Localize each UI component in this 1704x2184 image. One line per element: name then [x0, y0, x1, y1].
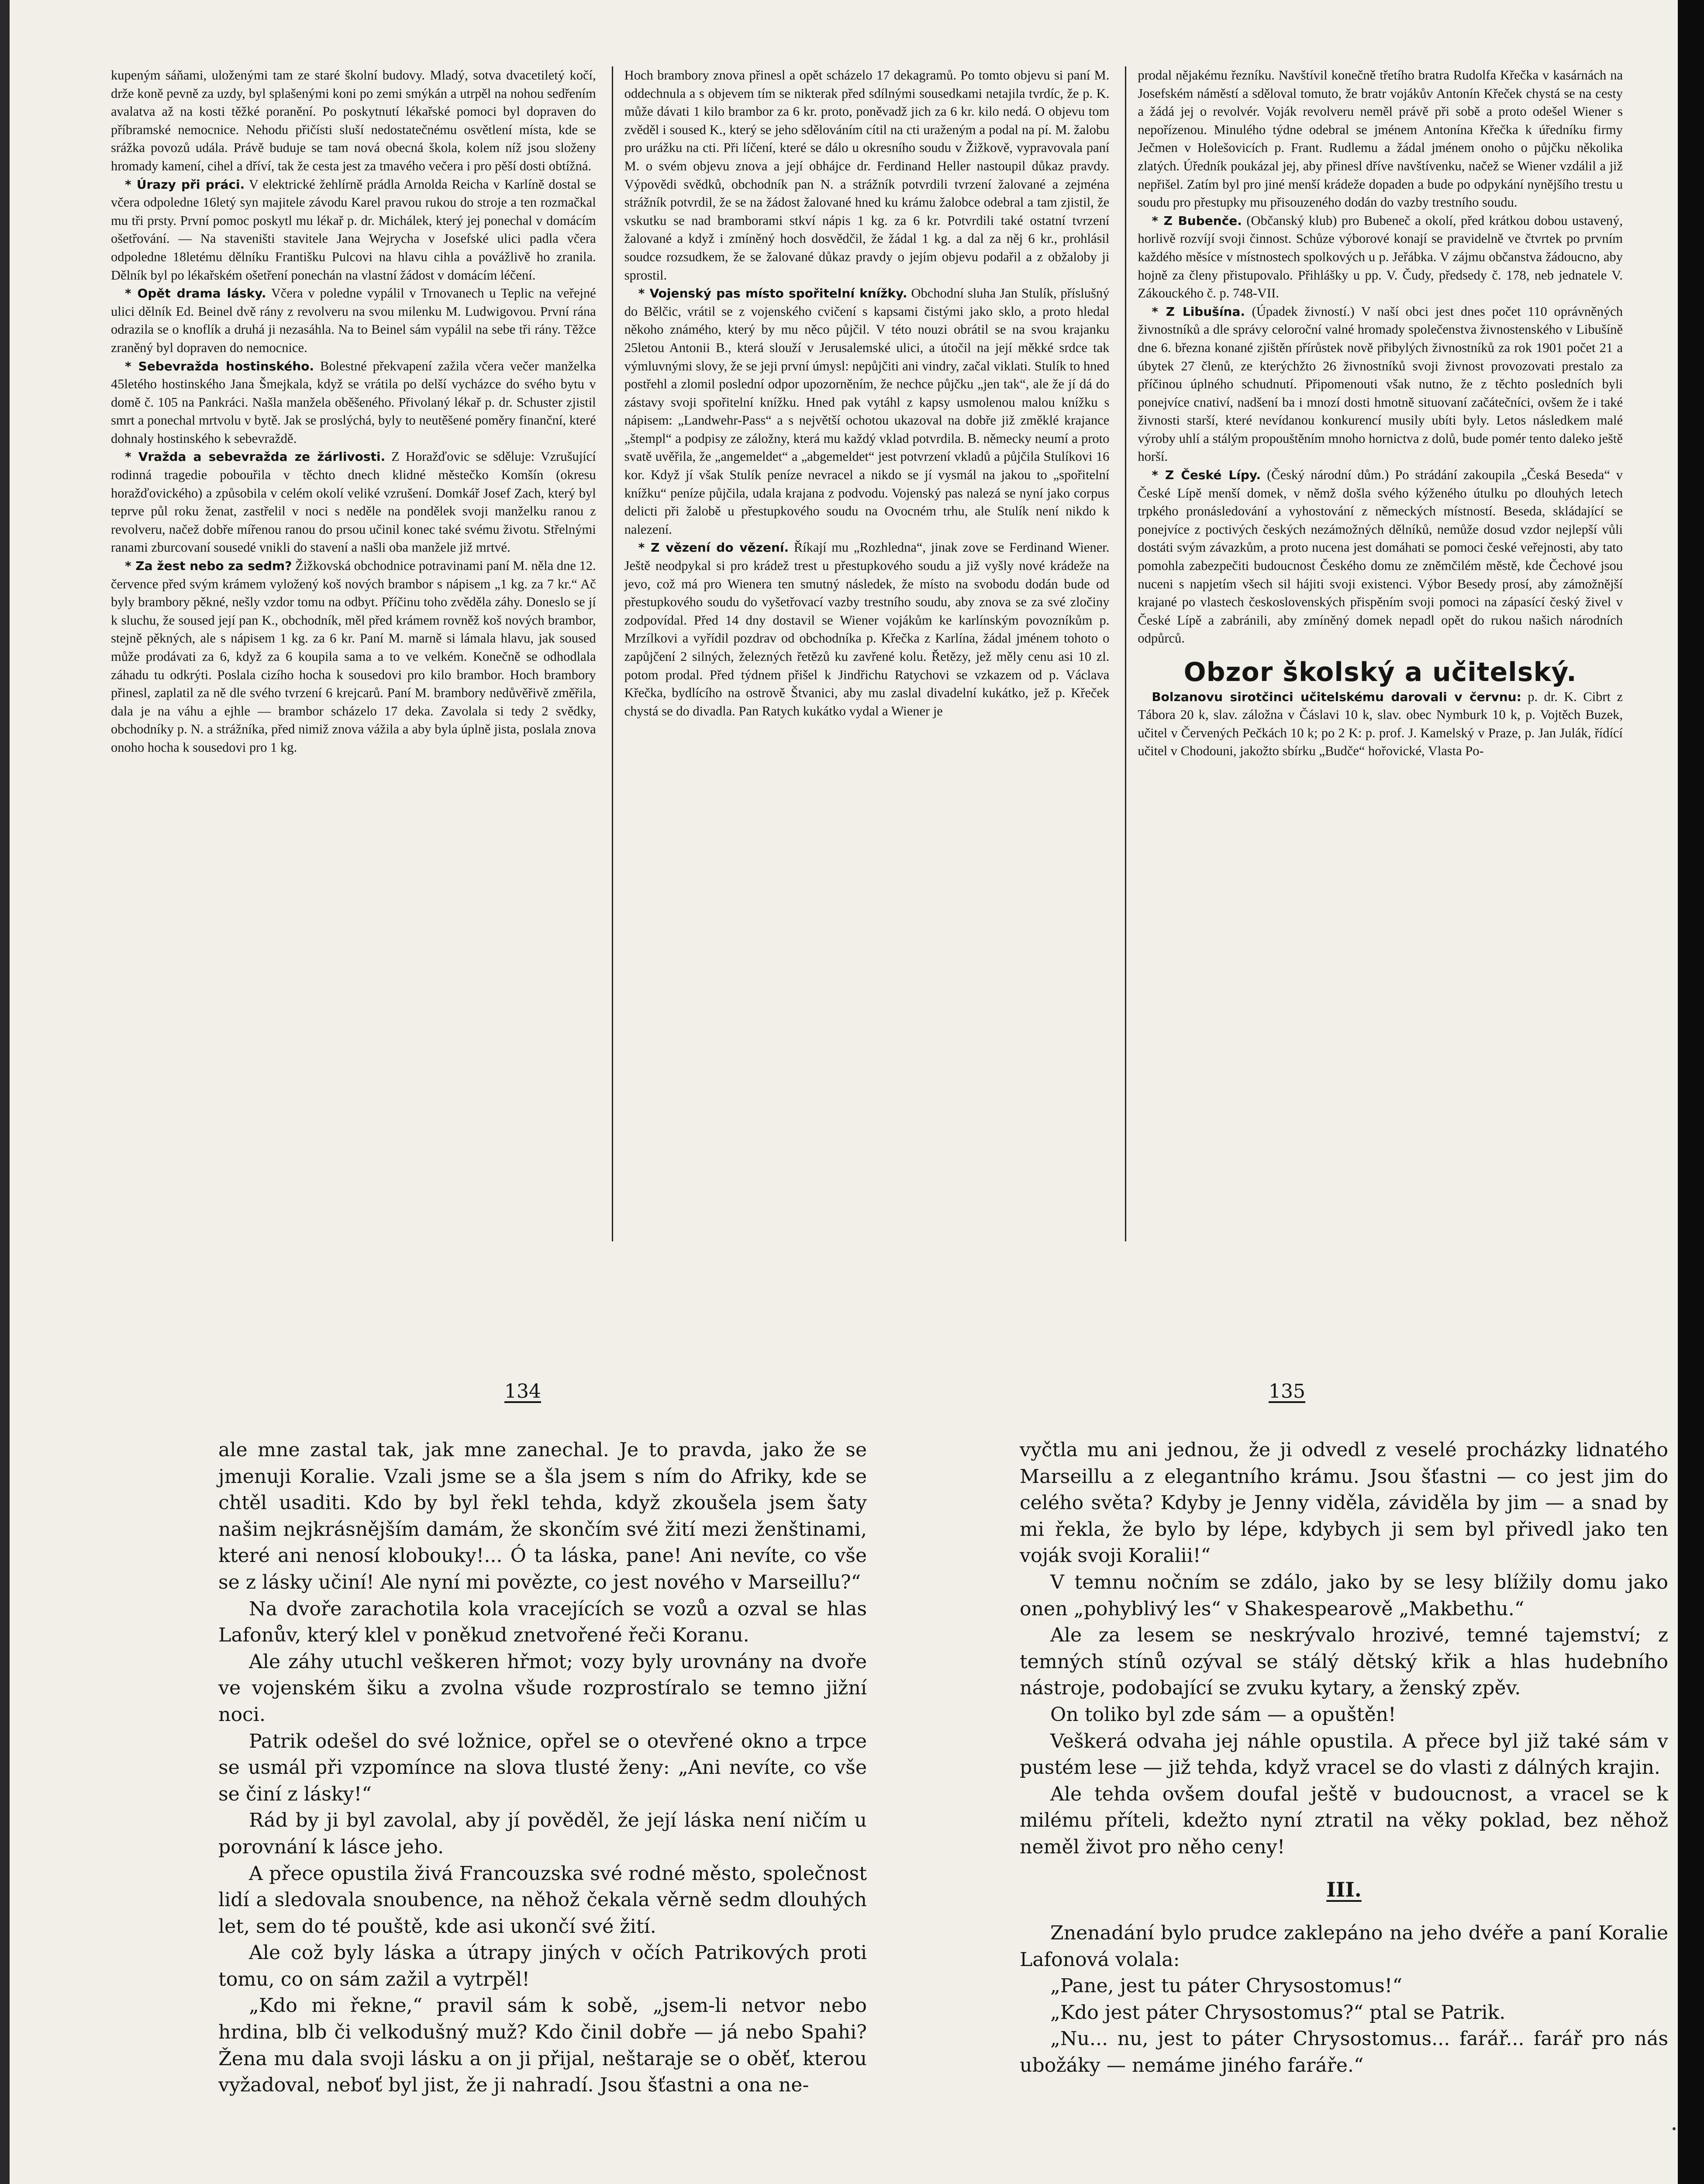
news-item-text: (Občanský klub) pro Bubeneč a okolí, před krátkou dobou ustavený, horlivě rozvíjí svoji činnost. Schůze výborové konají se pravidelně ve čtvrtek po prvním každého měsíce v místnostech spolkových u p. Jeřábka. V zájmu občanstva žádoucno, aby hojně za členy přistupovalo. Přihlášky u pp. V. Čudy, předsedy č. 178, neb jednatele V. Zákouckého č. p. 748-VII.	[1138, 213, 1623, 301]
news-item	[111, 284, 596, 357]
book-right-text-1	[1020, 1437, 1668, 1861]
news-item-lead: * Za žest nebo za sedm?	[125, 559, 292, 574]
book-paragraph: „Nu... nu, jest to páter Chrysostomus... farář... farář pro nás ubožáky — nemáme jiného faráře.“	[1020, 2028, 1668, 2077]
news-item-text: p. dr. K. Cibrt z Tábora 20 k, slav. záložna v Čáslavi 10 k, slav. obec Nymburk 10 k, p. Vojtěch Buzek, učitel v Červených Pečkách 10 k; po 2 K: p. prof. J. Kamelský v Praze, p. Jan Julák, řídící učitel v Chodouni, jakožto sbírku „Budče“ hořovické, Vlasta Po-	[1138, 689, 1623, 759]
book-paragraph: Ale záhy utuchl veškeren hřmot; vozy byly urovnány na dvoře ve vojenském šiku a zvolna všude rozprostíralo se temno jižní noci.	[218, 1650, 867, 1726]
scan-right-edge	[1678, 0, 1704, 2184]
book-paragraph: Znenadání bylo prudce zaklepáno na jeho dvéře a paní Koralie Lafonová volala:	[1020, 1922, 1668, 1971]
book-paragraph: „Pane, jest tu páter Chrysostomus!“	[1050, 1975, 1403, 1997]
news-item	[624, 66, 1110, 284]
news-item-text: Žižkovská obchodnice potravinami paní M. něla dne 12. července před svým krámem vyložený koš nových brambor s nápisem „1 kg. za 7 kr.“ Ač byly brambory pěkné, nešly vzdor tomu na odbyt. Příčinu toho zvěděla záhy. Doneslo se jí k sluchu, že soused její pan K., obchodník, měl před krámem rovněž koš nových brambor, stejně pěkných, ale s nápisem 1 kg. za 6 kr. Paní M. marně si lámala hlavu, jak soused může prodávati za 6, když za 6 koupila sama a to ve velkém. Konečně se odhodlala záhadu tu odkrýti. Poslala cizího hocha k sousedovi pro kilo brambor. Hoch brambory přinesl, zaplatil za ně dle svého tvrzení 6 krejcarů. Paní M. brambory nedůvěřivě změřila, dala je na váhu a ejhle — brambor scházelo 17 deka. Zavolala si tedy 2 svědky, obchodníky p. N. a strážníka, před nimiž znova vážila a aby byla úplně jista, poslala znova onoho hocha k sousedovi pro 1 kg.	[111, 558, 596, 755]
news-item-text: (Český národní dům.) Po strádání zakoupila „Česká Beseda“ v České Lípě menší domek, v němž došla svého kýženého útulku po dlouhých letech trpkého pronásledování a vyhostování z německých místností. Beseda, skládající se ponejvíce z poctivých českých nezámožných dělníků, nemůže dosud vzdor nejlepší vůli dostáti svým závazkům, a proto nucena jest domáhati se pomoci české veřejnosti, aby tato pomohla zabezpečiti budoucnost Českého domu ze zněmčilém městě, kde Čechové jsou nuceni s napjetím všech sil hájiti svoji existenci. Výbor Besedy prosí, aby zámožnější krajané po vlastech československých přispěním svoji pomoci na zápasící český živel v České Lípě a zabránili, aby zmíněný domek nepadl opět do rukou našich národních odpůrců.	[1138, 467, 1623, 646]
book-page-right	[1020, 1437, 1668, 2079]
news-item-lead: * Z vězení do vězení.	[638, 540, 789, 555]
book-right-text-2	[1020, 1920, 1668, 2079]
news-item-lead: * Úrazy při práci.	[125, 177, 245, 192]
scan-speck	[1673, 2127, 1676, 2130]
scan-left-edge	[0, 0, 10, 2184]
news-item-text: V elektrické žehlírně prádla Arnolda Reicha v Karlíně dostal se včera odpoledne 16letý syn majitele závodu Karel pravou rukou do stroje a ten rozmačkal mu tři prsty. První pomoc poskytl mu lékař p. dr. Michálek, který jej ponechal v domácím ošetřování. — Na staveništi stavitele Jana Wejrycha v Josefské ulici padla včera odpoledne 18letému dělníku Františku Pulcovi na hlavu cihla a povážlivě ho zranila. Dělník byl po lékařském ošetření ponechán na vlastní žádost v domácím léčení.	[111, 176, 596, 283]
news-item	[111, 357, 596, 448]
news-item-lead: * Sebevražda hostinského.	[125, 359, 314, 373]
news-item-text: Z Horažďovic se sděluje: Vzrušující rodinná tragedie pobouřila v těchto dnech klidné městečko Komšín (okresu horažďovického) a způsobila v celém okolí veliké vzrušení. Domkář Josef Zach, který byl teprve půl roku ženat, zastřelil v noci s neděle na pondělek svoji manželku ranou z revolveru, načež dobře mířenou ranou do prsou učinil konec také svému životu. Střelnými ranami zburcovaní sousedé vnikli do stavení a našli oba manžele již mrtvé.	[111, 449, 596, 555]
newspaper-column-3	[1125, 66, 1629, 1241]
newspaper-clipping	[105, 66, 1629, 1241]
book-paragraph: A přece opustila živá Francouzska své rodné město, společnost lidí a sledovala snoubence, na něhož čekala věrně sedm dlouhých let, sem do té pouště, kde asi ukončí své žití.	[218, 1862, 867, 1938]
book-paragraph: „Kdo jest páter Chrysostomus?“ ptal se Patrik.	[1050, 2001, 1506, 2024]
news-item	[111, 66, 596, 176]
book-paragraph: „Kdo mi řekne,“ pravil sám k sobě, „jsem-li netvor nebo hrdina, blb či velkodušný muž? Kdo činil dobře — já nebo Spahi? Žena mu dala svoji lásku a on ji přijal, neštaraje se o oběť, kterou vyžadoval, neboť byl jist, že ji nahradí. Jsou šťastni a ona ne-	[218, 1994, 867, 2097]
book-paragraph: vyčtla mu ani jednou, že ji odvedl z veselé procházky lidnatého Marseillu a z elegantního krámu. Jsou šťastni — co jest jim do celého světa? Kdyby je Jenny viděla, záviděla by jim — a snad by mi řekla, že bylo by lépe, kdybych ji sem byl přivedl jako ten voják svoji Koralii!“	[1020, 1439, 1668, 1567]
news-item	[624, 284, 1110, 539]
book-paragraph: Ale což byly láska a útrapy jiných v očích Patrikových proti tomu, co on sám zažil a vytrpěl!	[218, 1942, 867, 1990]
news-item	[111, 448, 596, 557]
news-item-text: Hoch brambory znova přinesl a opět scházelo 17 dekagramů. Po tomto objevu si paní M. oddechnula a s objevem tím se nikterak před sdílnými sousedkami netajila tvrdíc, že p. K. může dávati 1 kilo brambor za 6 kr. proto, poněvadž jich za 6 kr. kilo nedá. O objevu tom zvěděl i soused K., který se jeho sdělováním cítil na cti uraženým a podal na pí. M. žalobu pro urážku na cti. Při líčení, které se dálo u okresního soudu v Žižkově, vypravovala paní M. o svém objevu znova a její obhájce dr. Ferdinand Heller nastoupil důkaz pravdy. Výpovědi svědků, obchodník pan N. a strážník potvrdili tvrzení žalované a zejména strážník potvrdil, že se na žádost žalované hned ku krámu žalobce odebral a tam zjistil, že vskutku se nad bramborami stkví nápis 1 kg. za 6 kr. Potvrdili také ostatní tvrzení žalované a když i zmíněný hoch dosvědčil, že žádal 1 kg. a dal za něj 6 kr., prohlásil soudce rozsudkem, že se žalované důkaz pravdy o jejím objevu podařil a z obžaloby ji sprostil.	[624, 68, 1110, 283]
news-item	[624, 539, 1110, 720]
news-item-lead: * Z Libušína.	[1152, 304, 1245, 319]
news-item-text: Bolestné překvapení zažila včera večer manželka 45letého hostinského Jana Šmejkala, když se vrátila po delší vycházce do svého bytu v domě č. 105 na Pankráci. Našla manžela oběšeného. Přivolaný lékař p. dr. Schuster zjistil smrt a ponechal mrtvolu v bytě. Jak se proslýchá, byly to neutěšené poměry finanční, které dohnaly hostinského k sebevraždě.	[111, 358, 596, 446]
news-item-text: kupeným sáňami, uloženými tam ze staré školní budovy. Mladý, sotva dvacetiletý kočí, drže koně pevně za uzdy, byl splašenými koni po zemi smýkán a utrpěl na nohou sedřením avalatva až na kosti těžké poranění. Po poskytnutí lékařské pomoci byl dopraven do příbramské nemocnice. Nehodu přičísti sluší nedostatečnému osvětlení místa, kde se srážka povozů udála. Právě buduje se tam nová obecná škola, kolem níž jsou složeny hromady kamení, cihel a dříví, tak že cesta jest za tmavého večera i pro pěší dosti obtížná.	[111, 68, 596, 173]
book-paragraph: On toliko byl zde sám — a opuštěn!	[1050, 1703, 1396, 1726]
news-item-text: (Úpadek živností.) V naší obci jest dnes počet 110 oprávněných živnostníků a dle správy celoroční valné hromady společenstva živnostenského v Libušíně dne 6. března konané zjištěn přírůstek nově přibylých živnostníků za rok 1901 počet 21 a úbytek 27 členů, ze kterýchžto 26 živnostníků svoji živnost provozovati prestalo za příčinou úplného schudnutí. Připomenouti však nutno, že z těchto posledních byli ponejvíce cnativí, nadšení ba i mnozí dosti hmotně situovaní začátečníci, ovšem že i také živnosti starší, které nevídanou konkurencí musily ubíti byly. Letos následkem malé výroby uhlí a stálým propouštěním mnoho hornictva z dolů, bude pomér tento daleko ještě horší.	[1138, 304, 1623, 464]
news-item	[1138, 303, 1623, 466]
news-item	[111, 176, 596, 285]
news-item-lead: * Z Bubenče.	[1152, 213, 1242, 228]
news-item-text: prodal nějakému řezníku. Navštívil konečně třetího bratra Rudolfa Křečka v kasárnách na Josefském náměstí a sděloval tomuto, že bratr vojákův Antonín Křeček chystá se na cesty a žádá jej o revolvér. Voják revolveru neměl právě při sobě a proto odešel Wiener s nepořízenou. Minulého týdne odebral se jménem Antonína Křečka k úředníku firmy Ječmen v Holešovicích p. Frant. Rudlemu a žádal jménem onoho o půjčku několika zlatých. Úředník poukázal jej, aby přinesl dříve navštívenku, načež se Wiener vzdálil a již nepřišel. Zatím byl pro jiné menší krádeže dopaden a bude po odpykání nynějšího trestu u soudu pro přestupky mu přisouzeného dodán do vazby trestního soudu.	[1138, 68, 1623, 210]
book-paragraph: Ale tehda ovšem doufal ještě v budoucnost, a vracel se k milému příteli, kdežto nyní ztratil na věky poklad, bez něhož neměl život pro něho ceny!	[1020, 1783, 1668, 1858]
news-item-lead: * Opět drama lásky.	[125, 286, 266, 301]
news-item-lead: Bolzanovu sirotčinci učitelskému darovali v červnu:	[1152, 689, 1521, 704]
news-item-lead: * Z České Lípy.	[1152, 468, 1261, 483]
section-heading: Obzor školský a učitelský.	[1183, 657, 1577, 688]
book-paragraph: Na dvoře zarachotila kola vracejících se vozů a ozval se hlas Lafonův, který klel v poněkud znetvořené řeči Koranu.	[218, 1597, 867, 1647]
book-paragraph: Rád by ji byl zavolal, aby jí pověděl, že její láska není ničím u porovnání k lásce jeho.	[218, 1809, 867, 1858]
book-page-left	[218, 1437, 867, 2099]
book-paragraph: ale mne zastal tak, jak mne zanechal. Je to pravda, jako že se jmenuji Koralie. Vzali jsme se a šla jsem s ním do Afriky, kde se chtěl usaditi. Kdo by byl řekl tehda, když zkoušela jsem šaty našim nejkrásnějším damám, že skončím své žití mezi ženštinami, které ani nenosí klobouky!... Ó ta láska, pane! Ani nevíte, co vše se z lásky učiní! Ale nyní mi povězte, co jest nového v Marseillu?“	[218, 1439, 867, 1593]
news-item	[1138, 466, 1623, 648]
book-paragraph: Patrik odešel do své ložnice, opřel se o otevřené okno a trpce se usmál při vzpomínce na slova tlusté ženy: „Ani nevíte, co vše se činí z lásky!“	[218, 1730, 867, 1805]
newspaper-column-2	[612, 66, 1116, 1241]
news-item-lead: * Vražda a sebevražda ze žárlivosti.	[125, 449, 386, 464]
book-paragraph: Ale za lesem se neskrývalo hrozivé, temné tajemství; z temných stínů ozýval se stálý dětský křik a hlas hudebního nástroje, podobající se zvuku kytary, a ženský zpěv.	[1020, 1624, 1668, 1700]
book-paragraph: V temnu nočním se zdálo, jako by se lesy blížily domu jako onen „pohyblivý les“ v Shakespearově „Makbethu.“	[1020, 1571, 1668, 1620]
newspaper-column-1	[105, 66, 602, 1241]
news-item-text: Včera v poledne vypálil v Trnovanech u Teplic na veřejné ulici dělník Ed. Beinel dvě rány z revolveru na svou milenku M. Ludwigovou. První rána odrazila se o knoflík a druhá ji nezasáhla. Na to Beinel sám vypálil na sebe tři rány. Těžce zraněný byl dopraven do nemocnice.	[111, 286, 596, 355]
news-item	[1138, 688, 1623, 760]
news-item-text: Říkají mu „Rozhledna“, jinak zove se Ferdinand Wiener. Ještě neodpykal si pro krádež trest u přestupkového soudu a již vyšly nové krádeže na jevo, což má pro Wienera ten smutný následek, že místo na svobodu dodán bude od přestupkového soudu do vyšetřovací vazby trestního soudu, aby znova se za své zločiny zodpovídal. Před 14 dny dostavil se Wiener vojákům ke karlínským povozníkům p. Mrzílkovi a vyřídil pozdrav od obchodníka p. Křečka z Karlína, žádal jménem tohoto o zapůjčení 2 silných, železných řetězů ku zavřené kolu. Řetězy, jež měly cenu asi 10 zl. potom prodal. Před týdnem přišel k Jindřichu Ratychovi se vzkazem od p. Václava Křečka, bydlícího na ostrově Štvanici, aby mu zaslal divadelní kukátko, jež p. Křeček chystá se do divadla. Pan Ratych kukátko vydal a Wiener je	[624, 540, 1110, 719]
news-item-lead: * Vojenský pas místo spořitelní knížky.	[638, 286, 907, 301]
chapter-heading: III.	[1326, 1877, 1362, 1901]
book-paragraph: Veškerá odvaha jej náhle opustila. A přece byl již také sám v pustém lese — již tehda, když vracel se do vlasti z dálných krajin.	[1020, 1730, 1668, 1779]
news-item-text: Obchodní sluha Jan Stulík, příslušný do Bělčic, vrátil se z vojenského cvičení s kapsami čistými jako sklo, a proto hledal někoho známého, který by mu něco půjčil. V této nouzi obrátil se na svou krajanku 25letou Antonii B., která slouží v Jerusalemské ulici, a útočil na její měkké srdce tak výmluvnými slovy, že se jeji první úmysl: nepůjčiti ani vindry, začal viklati. Stulík to hned postřehl a zlomil poslední odpor upozorněním, že nechce půjčku „jen tak“, ale že jí dá do zástavy svoji spořitelní knížku. Hned pak vytáhl z kapsy usmolenou malou knížku s nápisem: „Landwehr-Pass“ a s největší ochotou ukazoval na dobře již změklé krajance „štempl“ a podpisy ze záložny, která mu každý vklad potvrdila. B. německy neumí a proto svatě uvěřila, že „angemeldet“ a „abgemeldet“ jest potvrzení vkladů a půjčila Stulíkovi 16 kor. Když jí však Stulík peníze nevracel a nikdo se jí vysmál na jakou to „spořitelní knížku“ peníze půjčila, udala krajana z podvodu. Vojenský pas nalezá se nyní jako corpus delicti při žalobě u přestupkového soudu na Ovocném trhu, ale Stulík není nikdo k nalezení.	[624, 286, 1110, 537]
news-item	[1138, 66, 1623, 212]
news-item	[111, 557, 596, 757]
news-item	[1138, 212, 1623, 303]
right-page-number: 135	[1269, 1380, 1305, 1403]
left-page-number: 134	[504, 1380, 541, 1403]
